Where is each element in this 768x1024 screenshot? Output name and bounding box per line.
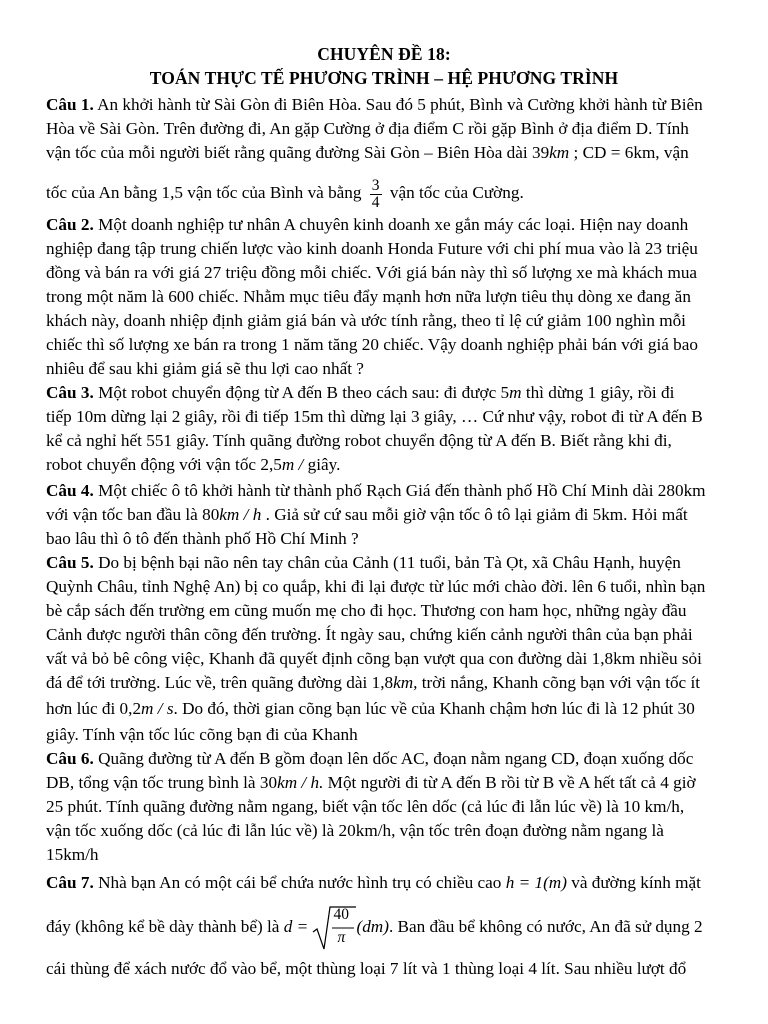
q2-line-2: nghiệp đang tập trung chiến lược vào kinh doanh Honda Future với chi phí mua vào là 23 triệu [46, 239, 698, 258]
q5-line-7: hơn lúc đi 0,2m / s. Do đó, thời gian cõng bạn lúc về của Khanh chậm hơn lúc đi là 12 phút 30 [46, 699, 695, 718]
q3-line-1: Câu 3. Một robot chuyển động từ A đến B theo cách sau: đi được 5m thì dừng 1 giây, rồi đi [46, 383, 675, 402]
q1-line-1: Câu 1. An khởi hành từ Sài Gòn đi Biên Hòa. Sau đó 5 phút, Bình và Cường khởi hành từ Biên [46, 95, 703, 114]
q7-line-2: đáy (không kể bề dày thành bể) là d = 40 π (dm). Ban đầu bể không có nước, An đã sử dụng 2 [46, 904, 703, 951]
q2-line-1: Câu 2. Một doanh nghiệp tư nhân A chuyên kinh doanh xe gắn máy các loại. Hiện nay doanh [46, 215, 689, 234]
q2-label: Câu 2. [46, 215, 94, 234]
q3-line-4: robot chuyển động với vận tốc 2,5m / giây. [46, 455, 341, 474]
q4-line-1: Câu 4. Một chiếc ô tô khởi hành từ thành phố Rạch Giá đến thành phố Hồ Chí Minh dài 280km [46, 481, 706, 500]
q6-line-4: vận tốc xuống dốc (cả lúc đi lẫn lúc về) là 20km/h, vận tốc trên đoạn đường nằm ngang là [46, 821, 664, 840]
q3-line-3: kể cả nghỉ hết 551 giây. Tính quãng đường robot chuyển động từ A đến B. Biết rằng khi đi, [46, 431, 672, 450]
q7-label: Câu 7. [46, 873, 94, 892]
q1-line-2: Hòa về Sài Gòn. Trên đường đi, An gặp Cường ở địa điểm C rồi gặp Bình ở địa điểm D. Tính [46, 119, 689, 138]
q7-line-3: cái thùng để xách nước đổ vào bể, một thùng loại 7 lít và 1 thùng loại 4 lít. Sau nhiều lượt đổ [46, 959, 687, 978]
q3-line-2: tiếp 10m dừng lại 2 giây, rồi đi tiếp 15m thì dừng lại 3 giây, … Cứ như vậy, robot đi từ A đến B [46, 407, 703, 426]
q5-line-4: Cảnh được người thân cõng đến trường. Ít ngày sau, chứng kiến cảnh người thân của bạn phải [46, 625, 693, 644]
q6-line-1: Câu 6. Quãng đường từ A đến B gồm đoạn lên dốc AC, đoạn nằm ngang CD, đoạn xuống dốc [46, 749, 694, 768]
q5-label: Câu 5. [46, 553, 94, 572]
q6-line-3: 25 phút. Tính quãng đường nằm ngang, biết vận tốc lên dốc (cả lúc đi lẫn lúc về) là 10 km/h, [46, 797, 685, 816]
q5-line-6: đá để tới trường. Lúc về, trên quãng đường dài 1,8km, trời nắng, Khanh cõng bạn với vận tốc ít [46, 673, 701, 692]
q4-line-3: bao lâu thì ô tô đến thành phố Hồ Chí Minh ? [46, 529, 359, 548]
q6-label: Câu 6. [46, 749, 94, 768]
q2-line-6: chiếc thì số lượng xe bán ra trong 1 năm tăng 20 chiếc. Vậy doanh nghiệp phải bán với giá bao [46, 335, 698, 354]
topic-number-heading: CHUYÊN ĐỀ 18: [317, 44, 451, 64]
q1-line-4: tốc của An bằng 1,5 vận tốc của Bình và bằng $\frac{3}{4}$ vận tốc của Cường. [46, 176, 524, 211]
topic-title-heading: TOÁN THỰC TẾ PHƯƠNG TRÌNH – HỆ PHƯƠNG TRÌNH [149, 68, 619, 88]
q5-line-2: Quỳnh Châu, tỉnh Nghệ An) bị co quắp, khi đi lại được từ lúc mới chào đời. lên 6 tuổi, nhìn bạn [46, 577, 706, 596]
q2-line-7: nhiêu để sau khi giảm giá sẽ thu lợi cao nhất ? [46, 359, 364, 378]
q2-line-3: đồng và bán ra với giá 27 triệu đồng mỗi chiếc. Với giá bán này thì số lượng xe mà khách mua [46, 263, 698, 282]
q6-line-2: DB, tổng vận tốc trung bình là 30km / h. Một người đi từ A đến B rồi từ B về A hết tất cả 4 giờ [46, 773, 696, 792]
q3-label: Câu 3. [46, 383, 94, 402]
sqrt-40-over-pi: 40 π [312, 905, 356, 951]
fraction-3-4: $\frac{3}{4}$ [371, 176, 380, 211]
q6-line-5: 15km/h [46, 845, 99, 864]
q2-line-4: trong một năm là 600 chiếc. Nhằm mục tiêu đẩy mạnh hơn nữa lượn tiêu thụ dòng xe đang ăn [46, 287, 691, 306]
q1-label: Câu 1. [46, 95, 94, 114]
q2-line-5: khách này, doanh nhiệp định giảm giá bán và ước tính rằng, theo tỉ lệ cứ giảm 100 nghìn mỗi [46, 311, 686, 330]
q1-line-3: vận tốc của mỗi người biết rằng quãng đường Sài Gòn – Biên Hòa dài 39km ; CD = 6km, vận [46, 143, 689, 162]
q5-line-1: Câu 5. Do bị bệnh bại não nên tay chân của Cảnh (11 tuổi, bản Tà Ọt, xã Châu Hạnh, huyện [46, 553, 681, 572]
q5-line-8: giây. Tính vận tốc lúc cõng bạn đi của Khanh [46, 725, 358, 744]
q4-label: Câu 4. [46, 481, 94, 500]
q7-line-1: Câu 7. Nhà bạn An có một cái bể chứa nước hình trụ có chiều cao h = 1(m) và đường kính mặt [46, 873, 701, 892]
q5-line-5: vất vả bỏ bê công việc, Khanh đã quyết định cõng bạn vượt qua con đường dài 1,8km nhiều sỏi [46, 649, 702, 668]
q5-line-3: bè cắp sách đến trường em cũng muốn mẹ cho đi học. Thương con ham học, những ngày đầu [46, 601, 687, 620]
q4-line-2: với vận tốc ban đầu là 80km / h . Giả sử cứ sau mỗi giờ vận tốc ô tô lại giảm đi 5km. Hỏi mất [46, 505, 688, 524]
